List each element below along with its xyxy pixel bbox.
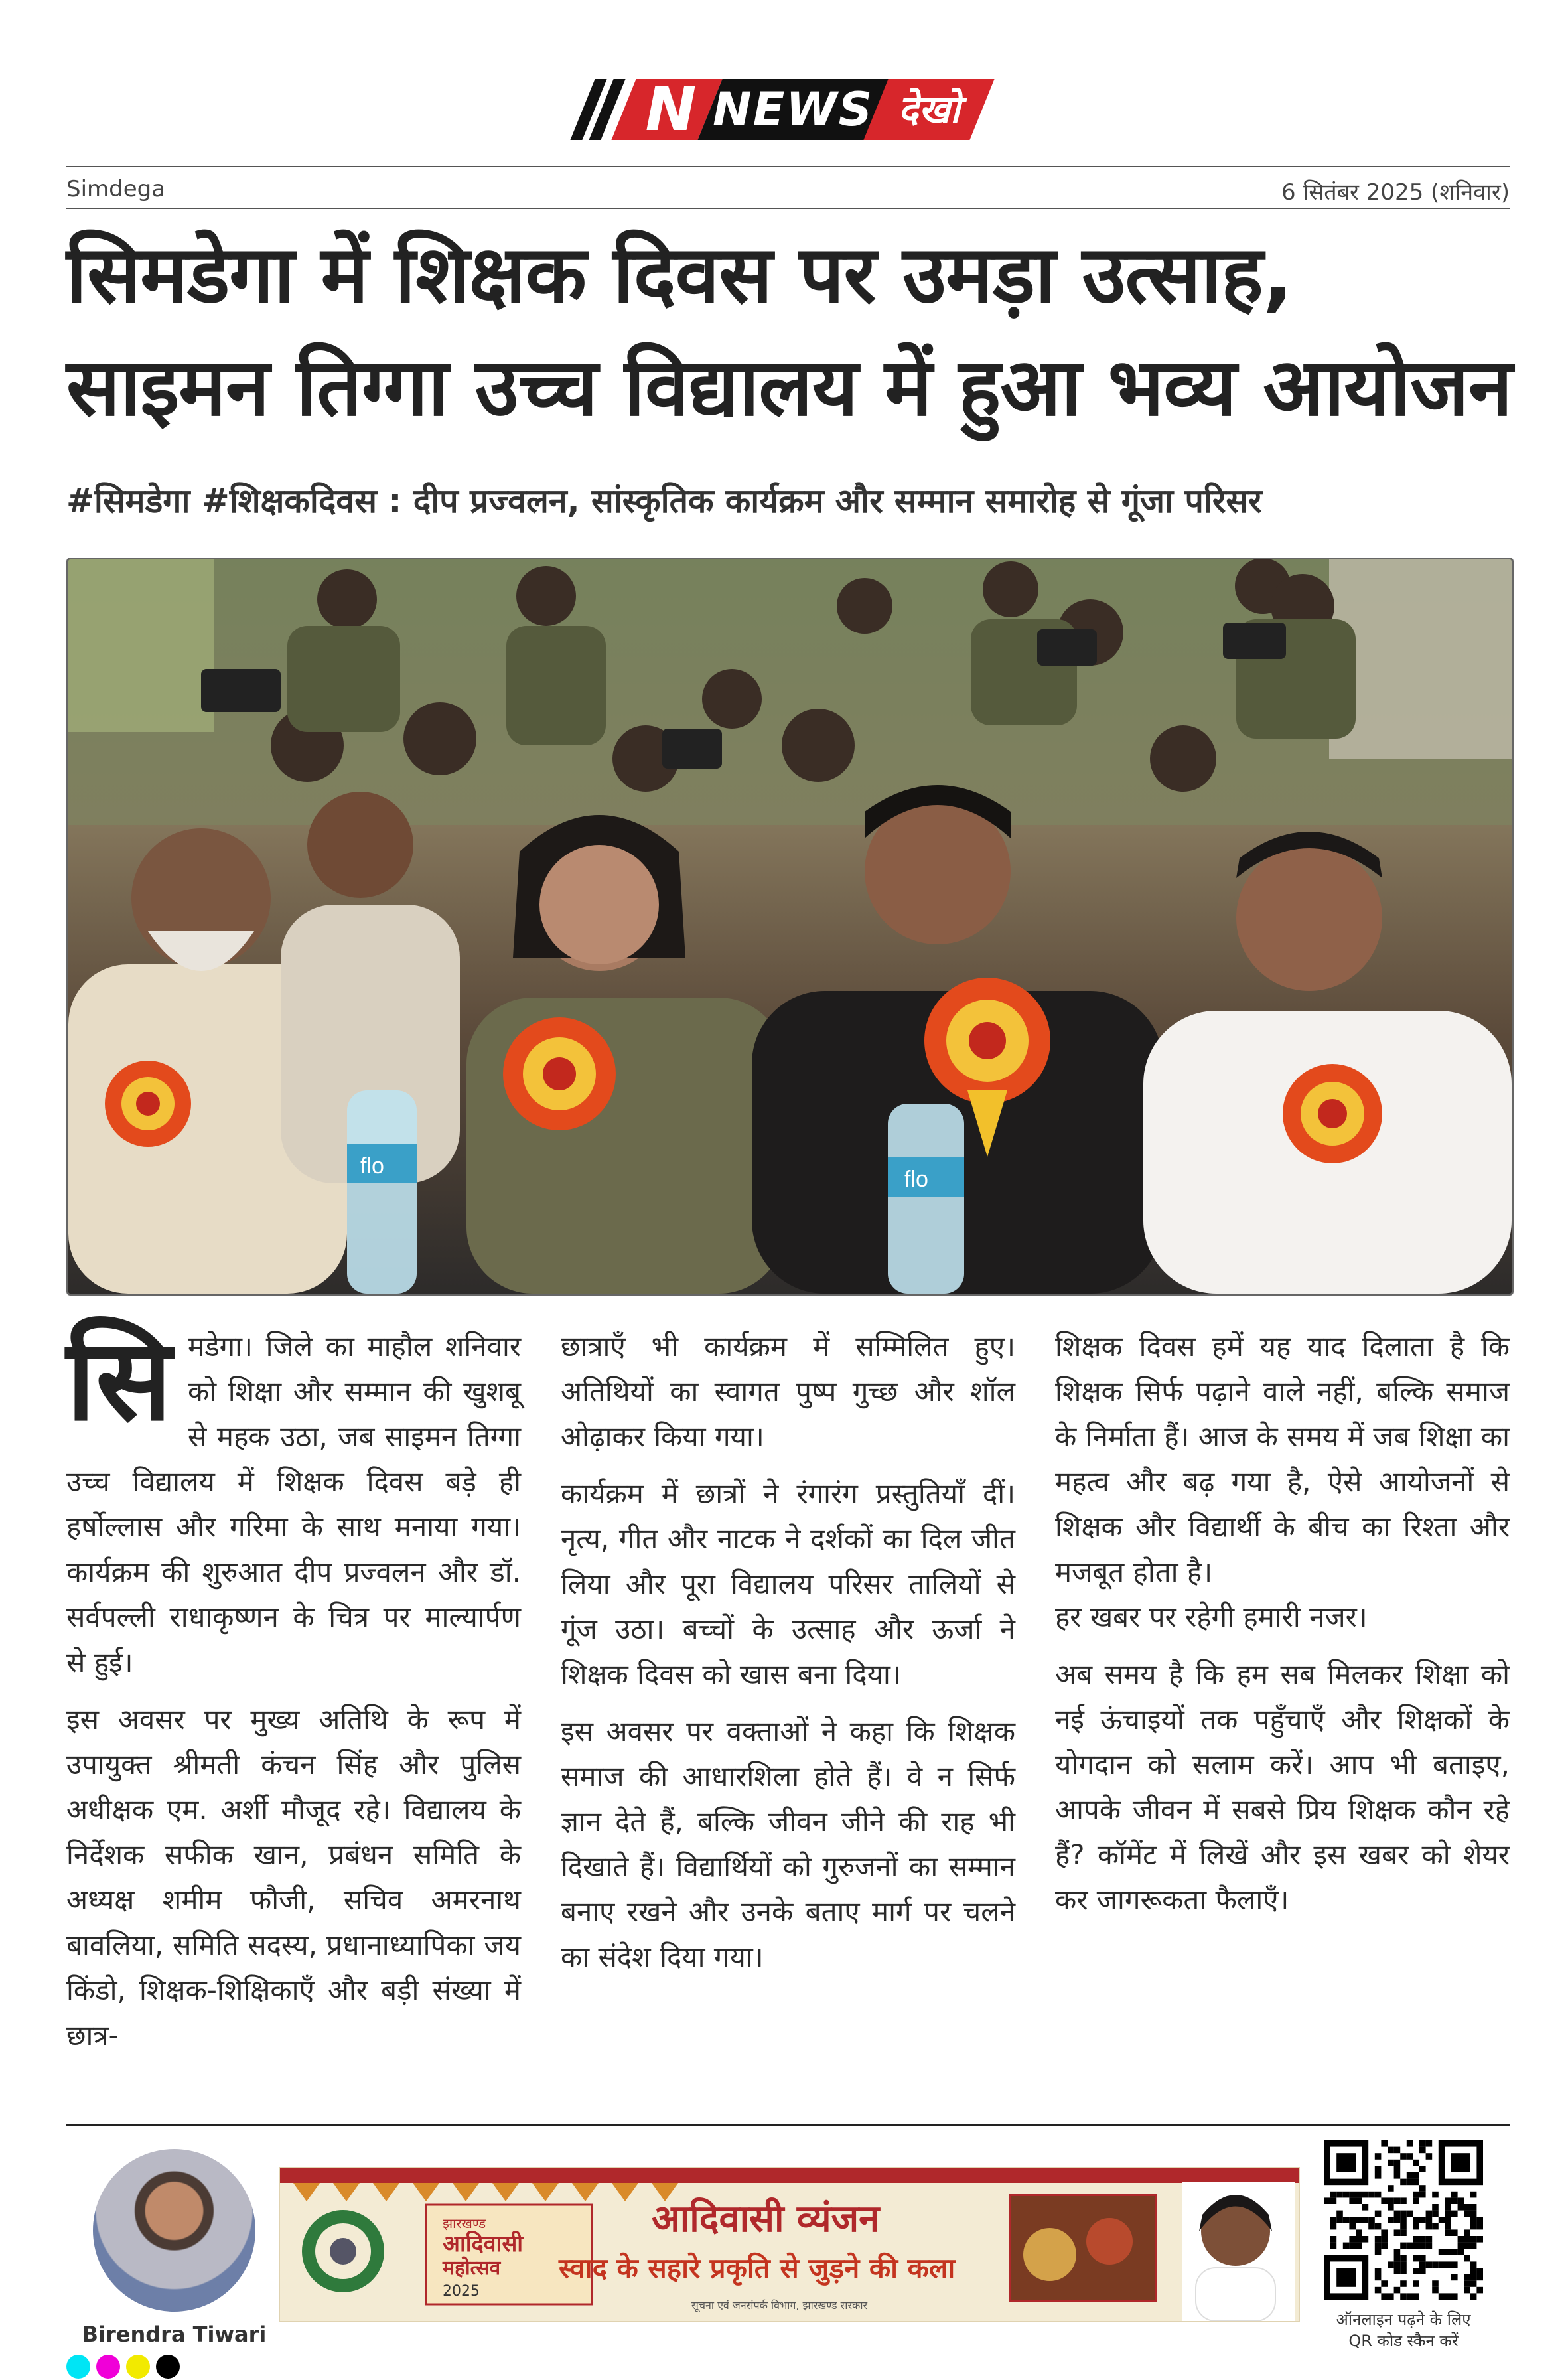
qr-caption-line-2: QR कोड स्कैन करें: [1348, 2332, 1459, 2350]
headline: [66, 219, 1513, 445]
banner-event-year: 2025: [443, 2283, 480, 2300]
article-paragraph: शिक्षक दिवस हमें यह याद दिलाता है कि शिक्षक सिर्फ पढ़ाने वाले नहीं, बल्कि समाज के निर्माता हैं। आज के समय में जब शिक्षा का महत्व और बढ़ गया है, ऐसे आयोजनों से शिक्षक और विद्यार्थी के बीच का रिश्ता और मजबूत होता है।: [1055, 1330, 1510, 1588]
article-paragraph: इस अवसर पर मुख्य अतिथि के रूप में उपायुक्त श्रीमती कंचन सिंह और पुलिस अधीक्षक एम. अर्शी मौजूद रहे। विद्यालय के निर्देशक सफीक खान, प्रबंधन समिति के अध्यक्ष शमीम फौजी, सचिव अमरनाथ बावलिया, समिति सदस्य, प्रधानाध्यापिका जय किंडो, शिक्षक-शिक्षिकाएँ और बड़ी संख्या में छात्र-: [66, 1703, 521, 2051]
qr-code[interactable]: [1324, 2140, 1483, 2300]
banner-event-name: आदिवासी: [443, 2231, 524, 2257]
article-column-3: [1055, 1324, 1510, 1935]
dateline-bottom-rule: [66, 208, 1510, 209]
dateline-place: Simdega: [66, 176, 166, 202]
article-column-1: [66, 1315, 521, 2070]
article-dropcap: सि: [66, 1315, 172, 1446]
author-avatar: [93, 2149, 255, 2312]
article-tagline: हर खबर पर रहेगी हमारी नजर।: [1055, 1601, 1368, 1633]
dateline-date: 6 सितंबर 2025 (शनिवार): [1281, 179, 1510, 206]
article-paragraph: इस अवसर पर वक्ताओं ने कहा कि शिक्षक समाज की आधारशिला होते हैं। वे न सिर्फ ज्ञान देते हैं, बल्कि जीवन जीने की राह भी दिखाते हैं। विद्यार्थियों को गुरुजनों का सम्मान बनाए रखने और उनके बताए मार्ग पर चलने का संदेश दिया गया।: [561, 1715, 1015, 1973]
subheadline: #सिमडेगा #शिक्षकदिवस : दीप प्रज्वलन, सांस्कृतिक कार्यक्रम और सम्मान समारोह से गूंजा परिसर: [66, 482, 1262, 520]
article-paragraph: अब समय है कि हम सब मिलकर शिक्षा को नई ऊंचाइयों तक पहुँचाएँ और शिक्षकों के योगदान को सलाम करें। आप भी बताइए, आपके जीवन में सबसे प्रिय शिक्षक कौन रहे हैं? कॉमेंट में लिखें और इस खबर को शेयर कर जागरूकता फैलाएँ।: [1055, 1658, 1510, 1916]
article-paragraph: छात्राएँ भी कार्यक्रम में सम्मिलित हुए। अतिथियों का स्वागत पुष्प गुच्छ और शॉल ओढ़ाकर किया गया।: [561, 1330, 1015, 1453]
article-lead-text: मडेगा। जिले का माहौल शनिवार को शिक्षा और सम्मान की खुशबू से महक उठा, जब साइमन तिग्गा उच्च विद्यालय में शिक्षक दिवस बड़े ही हर्षोल्लास और गरिमा के साथ मनाया गया। कार्यक्रम की शुरुआत दीप प्रज्वलन और डॉ. सर्वपल्ली राधाकृष्णन के चित्र पर माल्यार्पण से हुई।: [66, 1330, 521, 1678]
advertisement-banner[interactable]: [279, 2167, 1300, 2322]
masthead-logo: [577, 76, 989, 143]
event-photo-illustration: [68, 559, 1512, 1294]
banner-credit: सूचना एवं जनसंपर्क विभाग, झारखण्ड सरकार: [691, 2299, 868, 2312]
author-name: Birendra Tiwari: [82, 2322, 267, 2347]
logo-dekho-text: देखो: [898, 87, 960, 132]
article-paragraph: [66, 1315, 521, 1685]
article-paragraph: कार्यक्रम में छात्रों ने रंगारंग प्रस्तुतियाँ दीं। नृत्य, गीत और नाटक ने दर्शकों का दिल जीत लिया और पूरा विद्यालय परिसर तालियों से गूंज उठा। बच्चों के उत्साह और ऊर्जा ने शिक्षक दिवस को खास बना दिया।: [561, 1477, 1015, 1690]
headline-line-1: सिमडेगा में शिक्षक दिवस पर उमड़ा उत्साह,: [66, 229, 1293, 321]
registration-dot-magenta: [96, 2355, 120, 2379]
logo-n-letter: N: [645, 74, 697, 145]
registration-dot-cyan: [66, 2355, 90, 2379]
registration-dot-black: [156, 2355, 180, 2379]
bottle-label-text: flo: [360, 1153, 384, 1179]
headline-line-2: साइमन तिग्गा उच्च विद्यालय में हुआ भव्य आयोजन: [66, 342, 1512, 434]
qr-code-pattern: [1324, 2140, 1483, 2300]
dateline-top-rule: [66, 166, 1510, 167]
banner-event-small: झारखण्ड: [443, 2215, 486, 2231]
footer-rule: [66, 2124, 1510, 2126]
logo-news-text: NEWS: [712, 82, 874, 137]
banner-title: आदिवासी व्यंजन: [652, 2197, 880, 2241]
event-photo: [66, 558, 1514, 1296]
banner-event-name-2: महोत्सव: [443, 2257, 501, 2280]
article-column-2: [561, 1324, 1015, 1992]
registration-dot-yellow: [126, 2355, 150, 2379]
bottle-label-text: flo: [904, 1167, 928, 1192]
banner-tagline: स्वाद के सहारे प्रकृति से जुड़ने की कला: [559, 2252, 956, 2284]
banner-artwork: [280, 2168, 1299, 2321]
qr-caption-line-1: ऑनलाइन पढ़ने के लिए: [1336, 2310, 1471, 2329]
